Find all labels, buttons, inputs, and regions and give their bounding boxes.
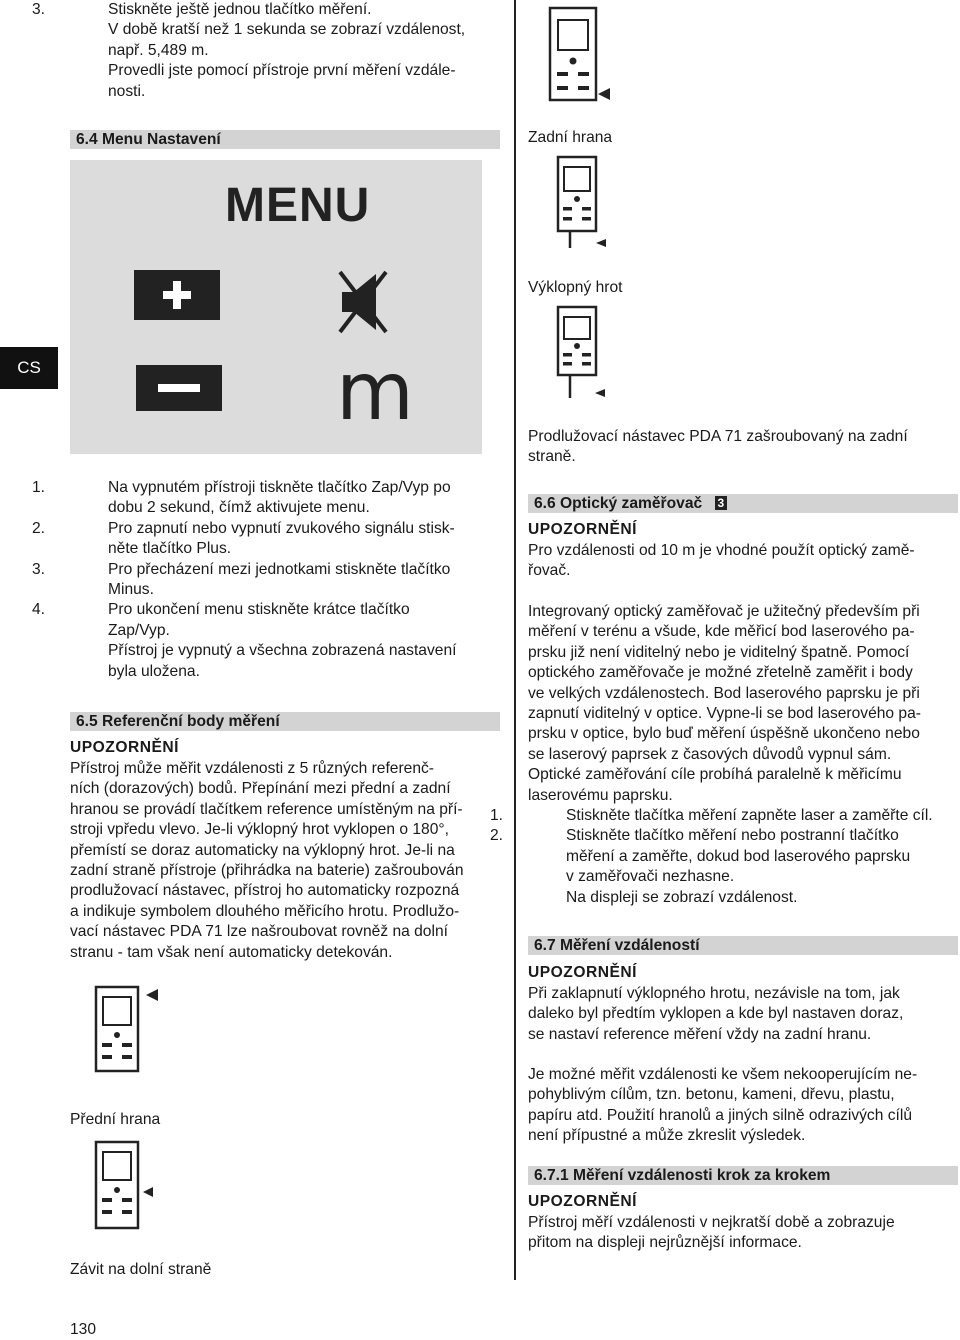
body-line: přemístí se doraz automaticky na výklopný hrot. Je-li na	[70, 841, 455, 859]
warning-line: Při zaklapnutí výklopného hrotu, nezávisle na tom, jak	[528, 985, 900, 1002]
body-line: papíru atd. Použití hranolů a jiných silně odrazivých cílů	[528, 1106, 912, 1124]
body-line: Optické zaměřování cíle probíhá paralelně k měřicímu	[528, 766, 902, 784]
step3-item	[32, 0, 500, 102]
body-line: není přípustné a může zkreslit výsledek.	[528, 1127, 806, 1145]
list-number: 2.	[490, 827, 504, 845]
list-line: Přístroj je vypnutý a všechna zobrazená nastavení	[108, 642, 457, 660]
list-line: Na displeji se zobrazí vzdálenost.	[566, 888, 798, 906]
list-line: dobu 2 sekund, čímž aktivujete menu.	[108, 499, 370, 517]
step3-number: 3.	[32, 1, 46, 18]
list-line: Stiskněte tlačítko měření nebo postranní tlačítko	[566, 827, 899, 845]
body-line: a indikuje symbolem dlouhého měřicího hrotu. Prodlužo-	[70, 902, 460, 920]
language-tab: CS	[0, 347, 58, 389]
section-6-7-warning-text	[528, 984, 958, 1045]
unit-meter-symbol: m	[336, 345, 414, 438]
step3-line: Provedli jste pomocí přístroje první měření vzdále-	[108, 62, 456, 80]
list-line: Pro zapnutí nebo vypnutí zvukového signálu stisk-	[108, 519, 455, 537]
list-number: 1.	[490, 807, 504, 825]
minus-button-icon	[136, 365, 222, 411]
list-line: Pro přecházení mezi jednotkami stiskněte tlačítko	[108, 560, 451, 578]
body-line: vací nástavec PDA 71 lze našroubovat rovněž na dolní	[70, 923, 448, 941]
list-line: byla uložena.	[108, 662, 200, 680]
list-line: měření a zaměřte, dokud bod laserového paprsku	[566, 847, 911, 865]
section-6-5-heading: 6.5 Referenční body měření	[70, 712, 500, 731]
column-divider	[514, 0, 516, 1280]
reference-arrow-icon	[596, 87, 612, 101]
list-line: Minus.	[108, 581, 154, 599]
plus-button-icon	[134, 270, 220, 320]
step3-line: V době kratší než 1 sekunda se zobrazí vzdálenost,	[108, 21, 466, 39]
section-6-6-body	[490, 602, 958, 908]
body-line: měření v terénu a všude, kde měřicí bod laserového pa-	[528, 623, 915, 641]
section-6-6-warning-text	[528, 541, 958, 582]
section-6-6-heading-text: 6.6 Optický zaměřovač	[534, 495, 703, 512]
body-line: laserovému paprsku.	[528, 786, 673, 804]
list-line: Stiskněte tlačítka měření zapněte laser a zaměřte cíl.	[566, 807, 933, 825]
caption-line: Prodlužovací nástavec PDA 71 zašroubovaný na zadní	[528, 428, 908, 445]
caption-back-edge: Zadní hrana	[528, 129, 613, 146]
step3-line: např. 5,489 m.	[108, 41, 209, 59]
list-number: 2.	[32, 519, 46, 537]
device-extension-figure	[556, 305, 606, 400]
section-6-7-1-warning-label: UPOZORNĚNÍ	[528, 1193, 637, 1210]
list-line: v zaměřovači nezhasne.	[566, 868, 735, 886]
body-line: ve velkých vzdálenostech. Bod laserového paprsku je při	[528, 684, 920, 702]
body-line: Integrovaný optický zaměřovač je užitečný především při	[528, 603, 920, 620]
caption-folding-tip: Výklopný hrot	[528, 279, 623, 296]
body-line: se laserový paprsek z časových důvodů vypnul sám.	[528, 745, 892, 763]
list-line: Zap/Vyp.	[108, 621, 170, 639]
warning-line: Pro vzdálenosti od 10 m je vhodné použít optický zamě-	[528, 542, 915, 559]
warning-line: řovač.	[528, 562, 571, 580]
body-line: prodlužovací nástavec, přístroj ho automaticky rozpozná	[70, 882, 460, 900]
section-6-4-list	[32, 478, 500, 682]
page-number: 130	[70, 1321, 97, 1338]
section-6-7-body	[528, 1065, 958, 1147]
speaker-muted-icon	[338, 270, 392, 334]
body-line: Je možné měřit vzdálenosti ke všem nekooperujícím ne-	[528, 1066, 918, 1083]
caption-extension	[528, 427, 958, 468]
reference-arrow-icon	[141, 1186, 155, 1198]
body-line: zapnutí viditelný v optice. Vypne-li se bod laserového pa-	[528, 705, 921, 723]
caption-line: straně.	[528, 448, 576, 466]
figure-ref-badge: 3	[715, 496, 728, 510]
body-line: Přístroj měří vzdálenosti v nejkratší době a zobrazuje	[528, 1214, 895, 1231]
list-number: 3.	[32, 560, 46, 578]
section-6-7-1-body	[528, 1213, 958, 1254]
body-line: hranou se provádí tlačítkem reference umístěným na pří-	[70, 800, 463, 818]
menu-figure-title: MENU	[225, 179, 371, 232]
body-line: stroji vpředu vlevo. Je-li výklopný hrot vyklopen o 180°,	[70, 821, 449, 839]
list-line: Na vypnutém přístroji tiskněte tlačítko Zap/Vyp po	[108, 479, 451, 496]
body-line: ních (dorazových) bodů. Přepínání mezi přední a zadní	[70, 780, 451, 798]
body-line: Přístroj může měřit vzdálenosti z 5 různých referenč-	[70, 760, 434, 777]
section-6-7-heading: 6.7 Měření vzdáleností	[528, 936, 958, 955]
section-6-7-warning-label: UPOZORNĚNÍ	[528, 964, 637, 981]
section-6-6-heading	[528, 494, 958, 513]
list-line: něte tlačítko Plus.	[108, 540, 232, 558]
body-line: prsku v optice, bylo buď měření úspěšně ukončeno nebo	[528, 725, 920, 743]
step3-line: nosti.	[108, 82, 146, 100]
section-6-5-warning-label: UPOZORNĚNÍ	[70, 739, 179, 756]
body-line: stranu - tam však není automaticky detekován.	[70, 943, 393, 961]
reference-arrow-icon	[594, 388, 606, 398]
body-line: přitom na displeji nejrůznější informace.	[528, 1234, 802, 1252]
caption-front-edge: Přední hrana	[70, 1111, 161, 1128]
section-6-5-body	[70, 759, 500, 963]
reference-arrow-icon	[144, 988, 160, 1002]
warning-line: se nastaví reference měření vždy na zadní hranu.	[528, 1025, 872, 1043]
section-6-6-warning-label: UPOZORNĚNÍ	[528, 521, 637, 538]
body-line: pohyblivým cílům, tzn. betonu, kameni, dřevu, plastu,	[528, 1086, 895, 1104]
list-number: 1.	[32, 479, 46, 496]
device-folding-tip-figure	[556, 155, 606, 250]
section-6-7-1-heading: 6.7.1 Měření vzdálenosti krok za krokem	[528, 1166, 958, 1185]
body-line: prsku již není viditelný nebo je viditelný špatně. Pomocí	[528, 643, 910, 661]
step3-line: Stiskněte ještě jednou tlačítko měření.	[108, 1, 372, 18]
section-6-4-heading: 6.4 Menu Nastavení	[70, 130, 500, 149]
list-line: Pro ukončení menu stiskněte krátce tlačítko	[108, 601, 410, 619]
body-line: optického zaměřovače je možné zřetelně zaměřit i body	[528, 664, 913, 682]
body-line: zadní straně přístroje (přihrádka na baterie) zašroubován	[70, 862, 464, 880]
warning-line: daleko byl předtím vyklopen a kde byl nastaven doraz,	[528, 1005, 904, 1023]
list-number: 4.	[32, 601, 46, 619]
caption-bottom-thread: Závit na dolní straně	[70, 1261, 212, 1278]
reference-arrow-icon	[595, 238, 607, 248]
